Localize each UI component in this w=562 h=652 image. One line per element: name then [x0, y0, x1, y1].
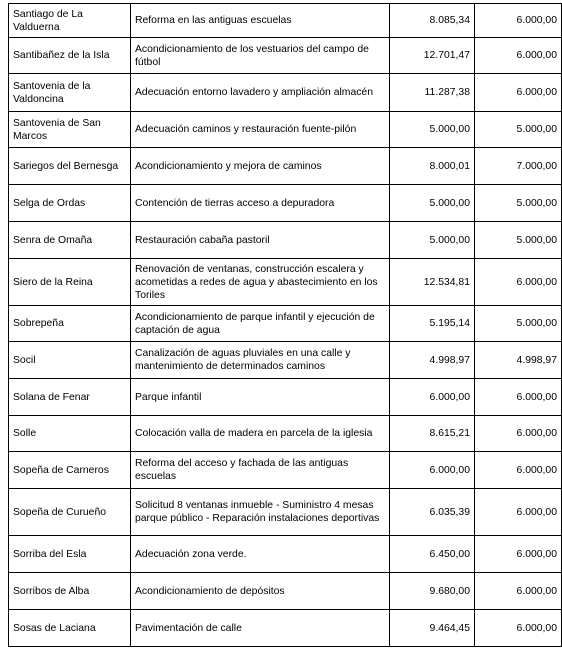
grant-cell — [475, 112, 562, 148]
place-cell-text: Sorribos de Alba — [13, 585, 90, 597]
place-cell — [9, 259, 131, 306]
place-cell-text: Solana de Fenar — [13, 391, 90, 403]
place-cell — [9, 112, 131, 148]
place-cell — [9, 573, 131, 610]
grant-cell-text: 6.000,00 — [516, 15, 557, 26]
description-cell-text: Acondicionamiento de depósitos — [135, 585, 285, 597]
grant-cell — [475, 222, 562, 259]
amount-cell — [390, 222, 475, 259]
grants-table — [8, 3, 562, 647]
place-cell — [9, 74, 131, 112]
grant-cell-text: 7.000,00 — [516, 160, 557, 172]
grant-cell-text: 6.000,00 — [516, 87, 557, 98]
grant-cell-text: 6.000,00 — [516, 548, 557, 560]
amount-cell — [390, 4, 475, 38]
amount-cell — [390, 379, 475, 416]
grant-cell — [475, 536, 562, 573]
grant-cell-text: 6.000,00 — [516, 50, 557, 61]
description-cell — [131, 259, 390, 306]
place-cell — [9, 342, 131, 379]
grant-cell — [475, 379, 562, 416]
amount-cell — [390, 573, 475, 610]
place-cell-text: Sobrepeña — [13, 318, 64, 329]
description-cell — [131, 452, 390, 489]
description-cell — [131, 222, 390, 259]
description-cell-text: Canalización de aguas pluviales en una calle y mantenimiento de determinados caminos — [135, 348, 351, 372]
table-row — [9, 306, 562, 342]
amount-cell — [390, 148, 475, 185]
place-cell — [9, 536, 131, 573]
amount-cell-text: 4.998,97 — [429, 354, 470, 366]
amount-cell-text: 12.534,81 — [423, 276, 470, 288]
place-cell — [9, 306, 131, 342]
grant-cell — [475, 573, 562, 610]
place-cell — [9, 38, 131, 74]
description-cell — [131, 379, 390, 416]
description-cell-text: Reforma en las antiguas escuelas — [135, 15, 292, 26]
amount-cell-text: 9.464,45 — [429, 622, 470, 634]
description-cell-text: Solicitud 8 ventanas inmueble - Suministro 4 mesas parque público - Reparación instalaciones deportivas — [135, 500, 380, 524]
amount-cell-text: 5.195,14 — [429, 318, 470, 329]
amount-cell-text: 5.000,00 — [429, 197, 470, 209]
amount-cell-text: 12.701,47 — [423, 50, 470, 61]
amount-cell — [390, 452, 475, 489]
description-cell — [131, 536, 390, 573]
table-row — [9, 38, 562, 74]
grant-cell-text: 6.000,00 — [516, 464, 557, 476]
description-cell — [131, 38, 390, 74]
place-cell-text: Sosas de Laciana — [13, 622, 96, 634]
amount-cell-text: 5.000,00 — [429, 124, 470, 135]
amount-cell — [390, 185, 475, 222]
place-cell — [9, 222, 131, 259]
amount-cell — [390, 489, 475, 536]
grant-cell-text: 6.000,00 — [516, 622, 557, 634]
table-row — [9, 489, 562, 536]
description-cell — [131, 185, 390, 222]
table-row — [9, 416, 562, 452]
description-cell — [131, 148, 390, 185]
grant-cell — [475, 342, 562, 379]
description-cell-text: Acondicionamiento de parque infantil y ejecución de captación de agua — [135, 311, 375, 336]
amount-cell — [390, 38, 475, 74]
grant-cell-text: 6.000,00 — [516, 276, 557, 288]
grant-cell-text: 5.000,00 — [516, 318, 557, 329]
amount-cell — [390, 306, 475, 342]
grant-cell — [475, 74, 562, 112]
amount-cell-text: 8.085,34 — [429, 15, 470, 26]
grant-cell — [475, 489, 562, 536]
description-cell-text: Contención de tierras acceso a depuradora — [135, 197, 335, 209]
place-cell-text: Selga de Ordas — [13, 197, 86, 209]
amount-cell-text: 6.035,39 — [429, 506, 470, 518]
description-cell-text: Acondicionamiento de los vestuarios del campo de fútbol — [135, 43, 369, 68]
grant-cell-text: 6.000,00 — [516, 506, 557, 518]
table-row — [9, 185, 562, 222]
grant-cell — [475, 38, 562, 74]
description-cell — [131, 610, 390, 647]
table-row — [9, 379, 562, 416]
amount-cell — [390, 342, 475, 379]
grant-cell-text: 5.000,00 — [516, 234, 557, 246]
place-cell — [9, 4, 131, 38]
description-cell-text: Parque infantil — [135, 391, 202, 403]
amount-cell — [390, 610, 475, 647]
description-cell-text: Renovación de ventanas, construcción escalera y acometidas a redes de agua y abastecimiento en los Toriles — [135, 263, 378, 301]
table-row — [9, 536, 562, 573]
place-cell-text: Solle — [13, 428, 37, 439]
grant-cell — [475, 148, 562, 185]
table-row — [9, 74, 562, 112]
place-cell-text: Sopeña de Curueño — [13, 506, 107, 518]
place-cell-text: Sorriba del Esla — [13, 548, 87, 560]
amount-cell — [390, 74, 475, 112]
grant-cell — [475, 185, 562, 222]
place-cell — [9, 416, 131, 452]
place-cell — [9, 148, 131, 185]
amount-cell — [390, 536, 475, 573]
description-cell-text: Adecuación caminos y restauración fuente-pilón — [135, 124, 357, 135]
table-row — [9, 222, 562, 259]
grant-cell-text: 6.000,00 — [516, 585, 557, 597]
table-row — [9, 452, 562, 489]
amount-cell-text: 11.287,38 — [424, 87, 470, 98]
grant-cell — [475, 306, 562, 342]
description-cell-text: Adecuación zona verde. — [135, 548, 247, 560]
description-cell-text: Adecuación entorno lavadero y ampliación almacén — [135, 87, 373, 98]
place-cell — [9, 489, 131, 536]
description-cell — [131, 74, 390, 112]
amount-cell — [390, 416, 475, 452]
place-cell-text: Senra de Omaña — [13, 234, 93, 246]
grant-cell — [475, 452, 562, 489]
description-cell-text: Reforma del acceso y fachada de las antiguas escuelas — [135, 458, 349, 482]
grant-cell-text: 5.000,00 — [516, 197, 557, 209]
table-row — [9, 573, 562, 610]
place-cell-text: Sopeña de Carneros — [13, 464, 109, 476]
amount-cell — [390, 259, 475, 306]
table-row — [9, 148, 562, 185]
table-row — [9, 4, 562, 38]
description-cell — [131, 489, 390, 536]
grants-table-body — [9, 4, 562, 647]
place-cell-text: Siero de la Reina — [13, 276, 93, 288]
amount-cell-text: 6.000,00 — [429, 391, 470, 403]
grant-cell-text: 6.000,00 — [516, 391, 557, 403]
place-cell — [9, 610, 131, 647]
description-cell — [131, 573, 390, 610]
grant-cell — [475, 4, 562, 38]
description-cell-text: Pavimentación de calle — [135, 622, 242, 634]
place-cell-text: Santiago de La Valduerna — [13, 8, 83, 33]
description-cell — [131, 306, 390, 342]
description-cell-text: Colocación valla de madera en parcela de la iglesia — [135, 428, 373, 439]
amount-cell-text: 5.000,00 — [429, 234, 470, 246]
description-cell-text: Restauración cabaña pastoril — [135, 234, 270, 246]
grant-cell-text: 6.000,00 — [516, 428, 557, 439]
grant-cell — [475, 610, 562, 647]
place-cell-text: Socil — [13, 354, 36, 366]
place-cell-text: Santovenia de San Marcos — [13, 117, 101, 142]
table-row — [9, 112, 562, 148]
place-cell — [9, 185, 131, 222]
amount-cell-text: 8.000,01 — [429, 160, 470, 172]
grant-cell-text: 4.998,97 — [516, 354, 557, 366]
table-row — [9, 610, 562, 647]
place-cell-text: Santibañez de la Isla — [13, 50, 110, 61]
description-cell-text: Acondicionamiento y mejora de caminos — [135, 160, 322, 172]
amount-cell-text: 8.615,21 — [429, 428, 470, 439]
description-cell — [131, 342, 390, 379]
description-cell — [131, 416, 390, 452]
amount-cell — [390, 112, 475, 148]
amount-cell-text: 6.000,00 — [429, 464, 470, 476]
place-cell-text: Sariegos del Bernesga — [13, 160, 119, 172]
place-cell — [9, 379, 131, 416]
place-cell-text: Santovenia de la Valdoncina — [13, 80, 91, 105]
description-cell — [131, 112, 390, 148]
table-row — [9, 342, 562, 379]
grant-cell-text: 5.000,00 — [516, 124, 557, 135]
grant-cell — [475, 259, 562, 306]
amount-cell-text: 6.450,00 — [429, 548, 470, 560]
grant-cell — [475, 416, 562, 452]
description-cell — [131, 4, 390, 38]
amount-cell-text: 9.680,00 — [429, 585, 470, 597]
place-cell — [9, 452, 131, 489]
table-row — [9, 259, 562, 306]
